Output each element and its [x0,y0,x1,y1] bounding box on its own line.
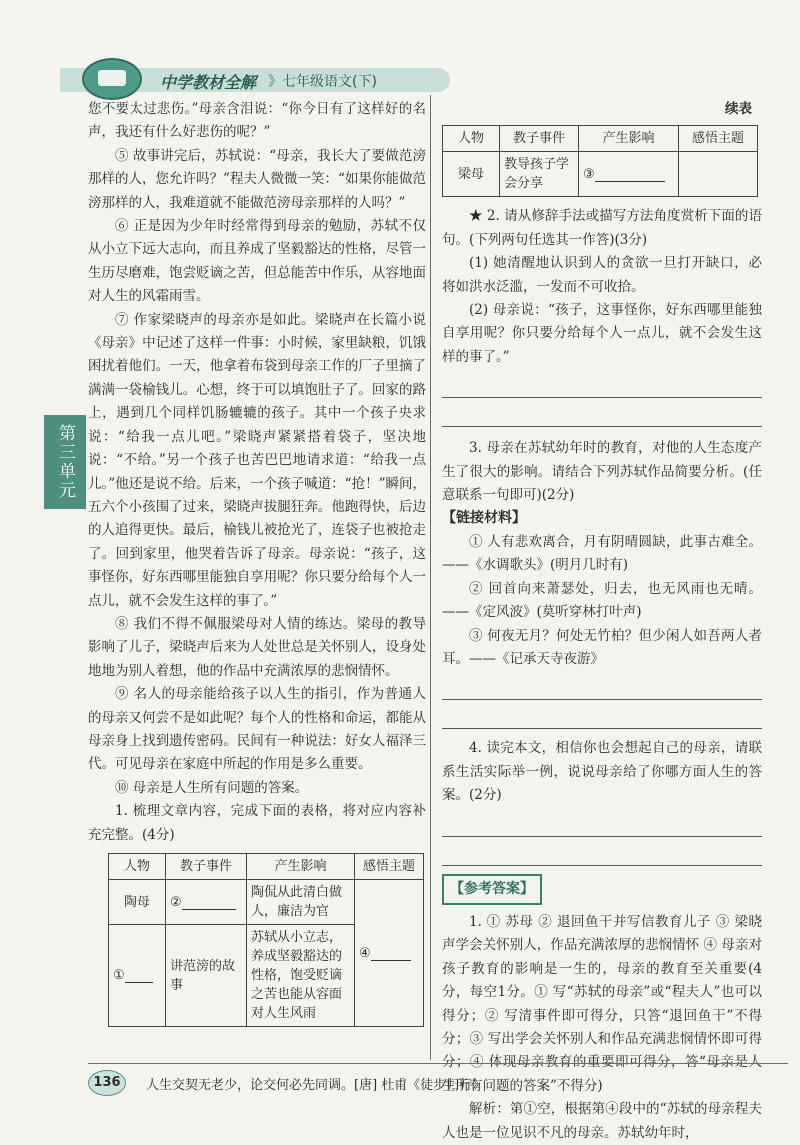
question-3: 3. 母亲在苏轼幼年时的教育，对他的人生态度产生了很大的影响。请结合下列苏轼作品简要分析。(任意联系一句即可)(2分) [442,440,762,504]
answer-line[interactable] [442,843,762,866]
summary-table-continued [442,125,758,197]
table-header: 人物 [109,854,166,880]
table-cell [109,925,166,1027]
table-cell [579,152,679,197]
table-cell-num: ① [113,968,125,983]
material-3: ③ 何夜无月？何处无竹柏？但少闲人如吾两人者耳。——《记承天寺夜游》 [442,627,762,667]
left-column [88,98,426,1027]
table-cell: 陶母 [109,880,166,925]
paragraph: ⑥ 正是因为少年时经常得到母亲的勉励，苏轼不仅从小立下远大志向，而且养成了坚毅豁达的性格，尽管一生历尽磨难，饱尝贬谪之苦，但总能苦中作乐，从容地面对人生的风霜雨雪。 [88,218,426,305]
answer-blank[interactable] [371,946,411,961]
answer-line[interactable] [442,706,762,729]
answer-line[interactable] [442,814,762,837]
table-header: 产生影响 [579,126,679,152]
paragraph: ⑨ 名人的母亲能给孩子以人生的指引，作为普通人的母亲又何尝不是如此呢？每个人的性格和命运，都能从母亲身上找到遗传密码。民间有一种说法：好女人福泽三代。可见母亲在家庭中所起的作用是多么重要。 [88,686,426,773]
table-cell: 讲范滂的故事 [166,925,247,1027]
page-footer [88,1063,788,1098]
page-header [0,58,800,98]
book-logo-icon [82,58,142,100]
table-cell [166,880,247,925]
table-row [109,880,424,925]
table-cell: 苏轼从小立志，养成坚毅豁达的性格，饱受贬谪之苦也能从容面对人生风雨 [247,925,355,1027]
table-header: 感悟主题 [355,854,424,880]
continued-label: 续表 [725,101,752,117]
question-4: 4. 读完本文，相信你也会想起自己的母亲，请联系生活实际举一例，说说母亲给了你哪方面人生的答案。(2分) [442,740,762,804]
answer-1: 1. ① 苏母 ② 退回鱼干并写信教育儿子 ③ 梁晓声学会关怀别人，作品充满浓厚的悲悯情怀 ④ 母亲对孩子教育的影响是一生的，母亲的教育至关重要(4分，每空1分。① 写“苏轼的母亲”或“程夫人”也可以得分；② 写清事件即可得分，只答“退回鱼干”不得分；③ 写出学会关怀别人和作品充满悲悯情怀即可得分；④ 体现母亲教育的重要即可得分，答“母亲是人生所有问题的答案”不得分) [442,913,762,1094]
table-row [443,152,758,197]
page-number: 136 [88,1070,126,1096]
table-header: 产生影响 [247,854,355,880]
answer-blank[interactable] [595,167,665,182]
answer-blank[interactable] [125,968,153,983]
question-1: 1. 梳理文章内容，完成下面的表格，将对应内容补充完整。(4分) [88,803,426,843]
answer-line[interactable] [442,677,762,700]
question-2-option-1: (1) 她清醒地认识到人的贪欲一旦打开缺口，必将如洪水泛滥，一发而不可收拾。 [442,255,762,295]
table-header: 教子事件 [500,126,579,152]
answer-blank[interactable] [182,895,236,910]
table-header: 感悟主题 [679,126,758,152]
unit-tab: 第三单元 [44,415,86,509]
material-1: ① 人有悲欢离合，月有阴晴圆缺，此事古难全。——《水调歌头》(明月几时有) [442,533,762,574]
paragraph: 您不要太过悲伤。”母亲含泪说：“你今日有了这样好的名声，我还有什么好悲伤的呢？” [88,101,426,141]
answer-analysis: 解析：第①空，根据第④段中的“苏轼的母亲程夫人也是一位见识不凡的母亲。苏轼幼年时， [442,1101,762,1141]
footer-quote: 人生交契无老少，论交何必先同调。[唐] 杜甫《徒步归行》 [146,1078,486,1093]
table-header: 教子事件 [166,854,247,880]
paragraph: ⑧ 我们不得不佩服梁母对人情的练达。梁母的教导影响了儿子，梁晓声后来为人处世总是关怀别人，设身处地地为别人着想，他的作品中充满浓厚的悲悯情怀。 [88,615,426,679]
answer-line[interactable] [442,375,762,398]
column-divider [430,95,431,1060]
material-2: ② 回首向来萧瑟处，归去，也无风雨也无晴。——《定风波》(莫听穿林打叶声) [442,580,762,621]
question-2: ★ 2. 请从修辞手法或描写方法角度赏析下面的语句。(下列两句任选其一作答)(3分) [442,208,762,248]
table-cell-num: ③ [583,166,595,182]
question-2-option-2: (2) 母亲说：“孩子，这事怪你，好东西哪里能独自享用呢？你只要分给每个人一点儿，就不会发生这样的事了。” [442,302,762,365]
answer-line[interactable] [442,404,762,427]
summary-table [108,853,424,1027]
table-cell [355,880,424,1027]
table-header: 人物 [443,126,500,152]
paragraph: ⑦ 作家梁晓声的母亲亦是如此。梁晓声在长篇小说《母亲》中记述了这样一件事：小时候，家里缺粮，饥饿困扰着他们。一天，他拿着布袋到母亲工作的厂子里摘了满满一袋榆钱儿。心想，终于可以填饱肚子了。回家的路上，遇到几个同样饥肠辘辘的孩子。其中一个孩子央求说：“给我一点儿吧。”梁晓声紧紧搭着袋子，坚决地说：“不给。”另一个孩子也苦巴巴地请求道：“给我一点儿。”他还是说不给。后来，一个孩子喊道：“抢！”瞬间，五六个小孩围了过来，梁晓声拔腿狂奔。他跑得快，后边的人追得更快。最后，榆钱儿被抢光了，连袋子也被抢走了。回到家里，他哭着告诉了母亲。母亲说：“孩子，这事怪你，好东西哪里能独自享用呢？你只要分给每个人一点儿，就不会发生这样的事了。” [88,311,426,609]
table-cell-num: ④ [359,945,371,961]
paragraph: ⑤ 故事讲完后，苏轼说：“母亲，我长大了要做范滂那样的人，您允许吗？”程夫人微微一笑：“如果你能做范滂那样的人，我难道就不能做范滂母亲那样的人吗？” [88,147,426,211]
reference-answer-title: 【参考答案】 [442,874,542,905]
table-cell: 教导孩子学会分享 [500,152,579,197]
paragraph: ⑩ 母亲是人生所有问题的答案。 [115,779,309,796]
table-cell [679,152,758,197]
book-subject: 》七年级语文(下) [268,74,377,90]
table-cell: 梁母 [443,152,500,197]
table-cell-num: ② [170,894,182,910]
right-column [442,98,762,1145]
table-cell: 陶侃从此清白做人，廉洁为官 [247,880,355,925]
link-material-title: 【链接材料】 [442,510,526,527]
book-title: 中学教材全解 [160,73,257,92]
